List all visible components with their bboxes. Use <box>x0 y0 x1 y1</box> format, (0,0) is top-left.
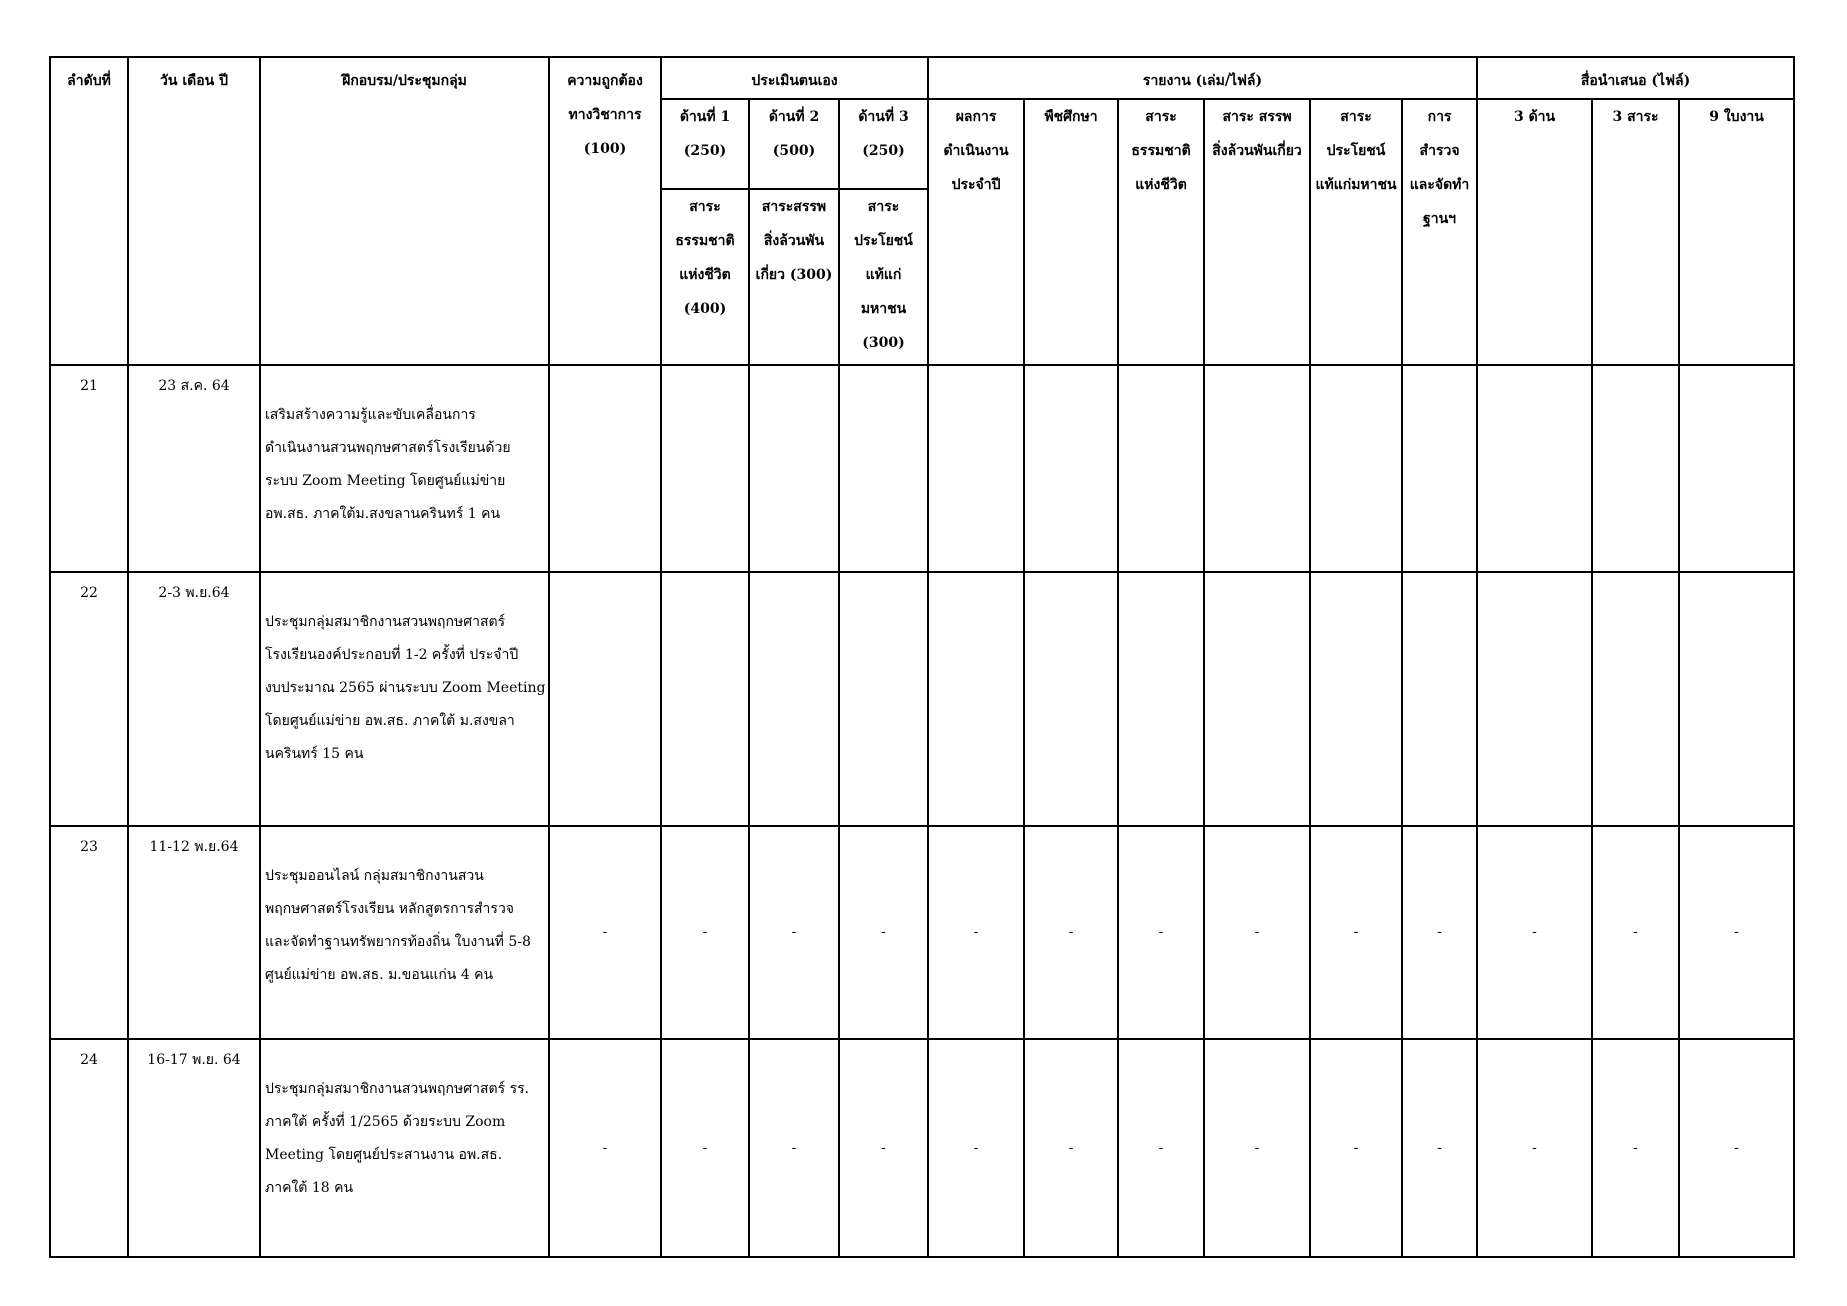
header-nine-sheets: 9 ใบงาน <box>1679 99 1794 365</box>
row-cell <box>1477 365 1592 571</box>
header-three-contents: 3 สาระ <box>1592 99 1679 365</box>
header-nature-of-life: สาระ ธรรมชาติ แห่งชีวิต <box>1118 99 1204 365</box>
row-cell: - <box>1679 826 1794 1038</box>
header-self-eval: ประเมินตนเอง <box>661 57 928 99</box>
row-number: 22 <box>50 572 128 826</box>
row-cell: - <box>1402 826 1477 1038</box>
header-report: รายงาน (เล่ม/ไฟล์) <box>928 57 1477 99</box>
row-cell <box>1592 572 1679 826</box>
row-cell <box>839 365 928 571</box>
row-cell <box>1204 365 1310 571</box>
row-cell <box>549 365 661 571</box>
row-cell: - <box>1310 1039 1402 1257</box>
row-cell <box>1118 365 1204 571</box>
row-cell: - <box>1204 826 1310 1038</box>
row-topic: ประชุมออนไลน์ กลุ่มสมาชิกงานสวน พฤกษศาสตร์โรงเรียน หลักสูตรการสำรวจ และจัดทำฐานทรัพยากรท้องถิ่น ใบงานที่ 5-8 ศูนย์แม่ข่าย อพ.สธ. ม.ขอนแก่น 4 คน <box>260 826 549 1038</box>
row-cell <box>749 365 839 571</box>
header-plant-study: พืชศึกษา <box>1024 99 1118 365</box>
header-training: ฝึกอบรม/ประชุมกลุ่ม <box>260 57 549 365</box>
row-cell: - <box>1679 1039 1794 1257</box>
header-annual-result: ผลการ ดำเนินงาน ประจำปี <box>928 99 1024 365</box>
row-cell <box>1204 572 1310 826</box>
table-row <box>50 572 1794 826</box>
header-order: ลำดับที่ <box>50 57 128 365</box>
row-date: 16-17 พ.ย. 64 <box>128 1039 260 1257</box>
row-cell <box>749 572 839 826</box>
row-cell <box>549 572 661 826</box>
row-cell: - <box>549 826 661 1038</box>
row-cell <box>928 365 1024 571</box>
row-cell: - <box>1118 1039 1204 1257</box>
row-topic: เสริมสร้างความรู้และขับเคลื่อนการ ดำเนินงานสวนพฤกษศาสตร์โรงเรียนด้วย ระบบ Zoom Meeting โดยศูนย์แม่ข่าย อพ.สธ. ภาคใต้ม.สงขลานครินทร์ 1 คน <box>260 365 549 571</box>
row-number: 21 <box>50 365 128 571</box>
table-row <box>50 826 1794 1038</box>
row-date: 11-12 พ.ย.64 <box>128 826 260 1038</box>
row-cell <box>1024 365 1118 571</box>
header-date: วัน เดือน ปี <box>128 57 260 365</box>
row-cell: - <box>749 1039 839 1257</box>
row-date: 23 ส.ค. 64 <box>128 365 260 571</box>
row-cell <box>1402 572 1477 826</box>
row-cell <box>1679 365 1794 571</box>
row-cell: - <box>928 826 1024 1038</box>
row-cell <box>1477 572 1592 826</box>
header-row-1 <box>50 57 1794 99</box>
header-aspect-1-content: สาระ ธรรมชาติ แห่งชีวิต (400) <box>661 189 749 365</box>
row-topic: ประชุมกลุ่มสมาชิกงานสวนพฤกษศาสตร์ รร. ภาคใต้ ครั้งที่ 1/2565 ด้วยระบบ Zoom Meeting โดยศูนย์ประสานงาน อพ.สธ. ภาคใต้ 18 คน <box>260 1039 549 1257</box>
row-cell <box>661 365 749 571</box>
header-benefit: สาระ ประโยชน์ แท้แก่มหาชน <box>1310 99 1402 365</box>
row-cell: - <box>1592 1039 1679 1257</box>
row-cell: - <box>1204 1039 1310 1257</box>
row-number: 24 <box>50 1039 128 1257</box>
evaluation-table <box>49 56 1795 1258</box>
row-cell <box>928 572 1024 826</box>
header-three-aspects: 3 ด้าน <box>1477 99 1592 365</box>
row-cell <box>1024 572 1118 826</box>
row-cell <box>1679 572 1794 826</box>
table-row <box>50 365 1794 571</box>
row-cell: - <box>1477 826 1592 1038</box>
header-accuracy: ความถูกต้อง ทางวิชาการ (100) <box>549 57 661 365</box>
row-cell: - <box>1024 1039 1118 1257</box>
row-cell: - <box>839 1039 928 1257</box>
row-cell: - <box>1592 826 1679 1038</box>
header-aspect-2-content: สาระสรรพ สิ่งล้วนพัน เกี่ยว (300) <box>749 189 839 365</box>
row-cell <box>839 572 928 826</box>
header-aspect-3: ด้านที่ 3 (250) <box>839 99 928 189</box>
header-survey: การ สำรวจ และจัดทำ ฐานฯ <box>1402 99 1477 365</box>
header-aspect-2: ด้านที่ 2 (500) <box>749 99 839 189</box>
table-row <box>50 1039 1794 1257</box>
row-cell <box>661 572 749 826</box>
row-cell: - <box>1402 1039 1477 1257</box>
header-media: สื่อนำเสนอ (ไฟล์) <box>1477 57 1794 99</box>
row-cell: - <box>749 826 839 1038</box>
row-cell: - <box>1024 826 1118 1038</box>
row-cell <box>1310 572 1402 826</box>
row-cell <box>1118 572 1204 826</box>
row-cell: - <box>928 1039 1024 1257</box>
row-cell: - <box>1118 826 1204 1038</box>
row-cell <box>1310 365 1402 571</box>
header-aspect-3-content: สาระ ประโยชน์ แท้แก่ มหาชน (300) <box>839 189 928 365</box>
row-cell: - <box>1477 1039 1592 1257</box>
row-cell <box>1402 365 1477 571</box>
row-number: 23 <box>50 826 128 1038</box>
row-date: 2-3 พ.ย.64 <box>128 572 260 826</box>
header-aspect-1: ด้านที่ 1 (250) <box>661 99 749 189</box>
row-cell: - <box>549 1039 661 1257</box>
row-cell <box>1592 365 1679 571</box>
header-all-related: สาระ สรรพ สิ่งล้วนพันเกี่ยว <box>1204 99 1310 365</box>
row-cell: - <box>1310 826 1402 1038</box>
row-cell: - <box>661 1039 749 1257</box>
row-cell: - <box>839 826 928 1038</box>
row-cell: - <box>661 826 749 1038</box>
row-topic: ประชุมกลุ่มสมาชิกงานสวนพฤกษศาสตร์ โรงเรียนองค์ประกอบที่ 1-2 ครั้งที่ ประจำปี งบประมาณ 2565 ผ่านระบบ Zoom Meeting โดยศูนย์แม่ข่าย อพ.สธ. ภาคใต้ ม.สงขลา นครินทร์ 15 คน <box>260 572 549 826</box>
